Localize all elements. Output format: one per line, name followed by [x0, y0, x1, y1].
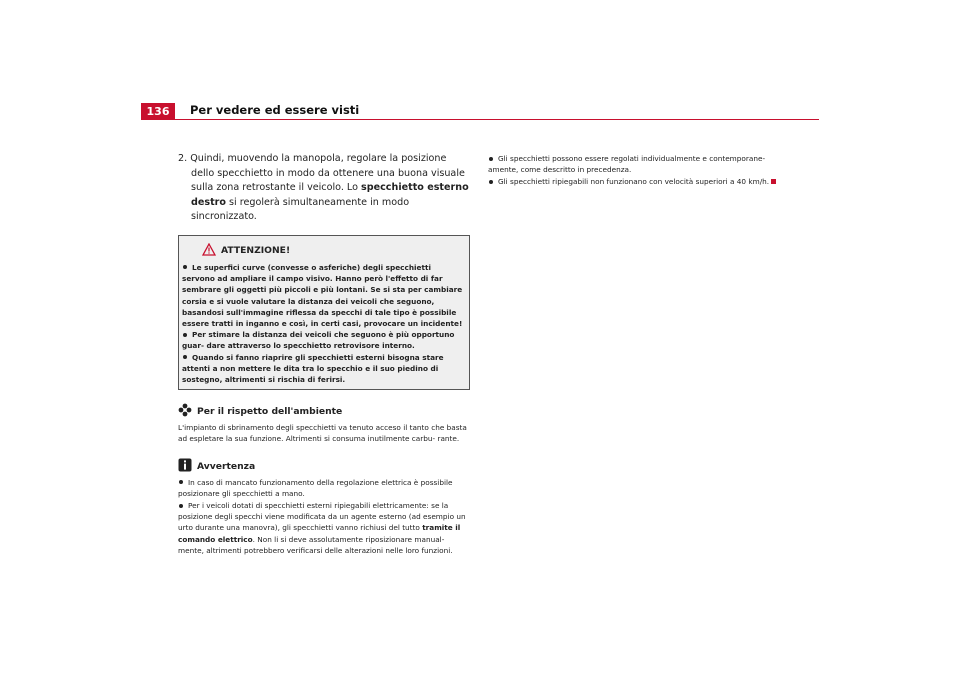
bullet-icon — [179, 504, 183, 508]
info-icon — [178, 457, 192, 476]
note-item-1: In caso di mancato funzionamento della regolazione elettrica è possibile posizionare gli specchietti a mano. — [178, 477, 453, 498]
note-item-2: Per i veicoli dotati di specchietti esterni ripiegabili elettricamente: se la posizione degli specchi viene modificata da un agente esterno (ad esempio un urto durante una manovra), gli specchietti vanno richiusi del tutto tramite il comando elettrico. Non li si deve assolutamente riposizionare manual- mente, altrimenti potrebbero verificarsi delle alterazioni nelle loro funzioni. — [178, 501, 466, 555]
warning-item: Quando si fanno riaprire gli specchietti esterni bisogna stare attenti a non mettere le dita tra lo specchio e il suo piedino di sostegno, altrimenti si rischia di ferirsi. — [182, 352, 444, 384]
bullet-icon — [183, 355, 187, 359]
note-title: Avvertenza — [197, 460, 256, 472]
bullet-icon — [489, 157, 493, 161]
flower-icon — [178, 402, 192, 421]
right-column — [488, 152, 780, 188]
step-bold-text: specchietto esterno destro — [191, 182, 469, 208]
environment-text: L'impianto di sbrinamento degli specchietti va tenuto acceso il tanto che basta ad espletare la sua funzione. Altrimenti si consuma inutilmente carbu- rante. — [178, 423, 467, 444]
warning-item: Per stimare la distanza dei veicoli che seguono è più opportuno guar- dare attraverso lo specchietto retrovisore interno. — [182, 330, 455, 351]
bullet-icon — [183, 265, 187, 269]
right-item-2: Gli specchietti ripiegabili non funzionano con velocità superiori a 40 km/h. — [488, 176, 780, 187]
environment-heading — [178, 402, 470, 421]
right-item-1: Gli specchietti possono essere regolati individualmente e contemporane- amente, come descritto in precedenza. — [488, 154, 766, 175]
left-column — [178, 152, 470, 556]
bullet-icon — [179, 480, 183, 484]
step-text: Quindi, muovendo la manopola, regolare la posizione dello specchietto in modo da ottenere una buona visuale sulla zona retrostante il veicolo. Lo specchietto esterno destro si regolerà simultaneamente in modo sincronizzato. — [190, 153, 469, 223]
note-bold-text: tramite il comando elettrico — [178, 523, 461, 544]
warning-title: ATTENZIONE! — [221, 244, 291, 256]
page-number: 136 — [141, 103, 175, 120]
warning-item: Le superfici curve (convesse o asferiche) degli specchietti servono ad ampliare il campo visivo. Hanno però l'effetto di far sembrare gli oggetti più piccoli e più lontani. Se si sta per cambiare corsia e si vuole valutare la distanza dei veicoli che seguono, basandosi sull'immagine riflessa da specchi di tale tipo è possibile essere tratti in inganno e così, in certi casi, provocare un incidente! — [182, 262, 463, 328]
environment-title: Per il rispetto dell'ambiente — [197, 406, 343, 418]
header-divider — [141, 119, 819, 120]
warning-triangle-icon — [202, 241, 216, 260]
bullet-icon — [183, 333, 187, 337]
bullet-icon — [489, 180, 493, 184]
step-number: 2. — [178, 153, 188, 164]
step-2 — [178, 152, 470, 225]
warning-box — [178, 235, 470, 390]
page-header-title: Per vedere ed essere visti — [190, 103, 360, 117]
note-heading — [178, 457, 470, 476]
end-square-icon — [771, 179, 776, 184]
